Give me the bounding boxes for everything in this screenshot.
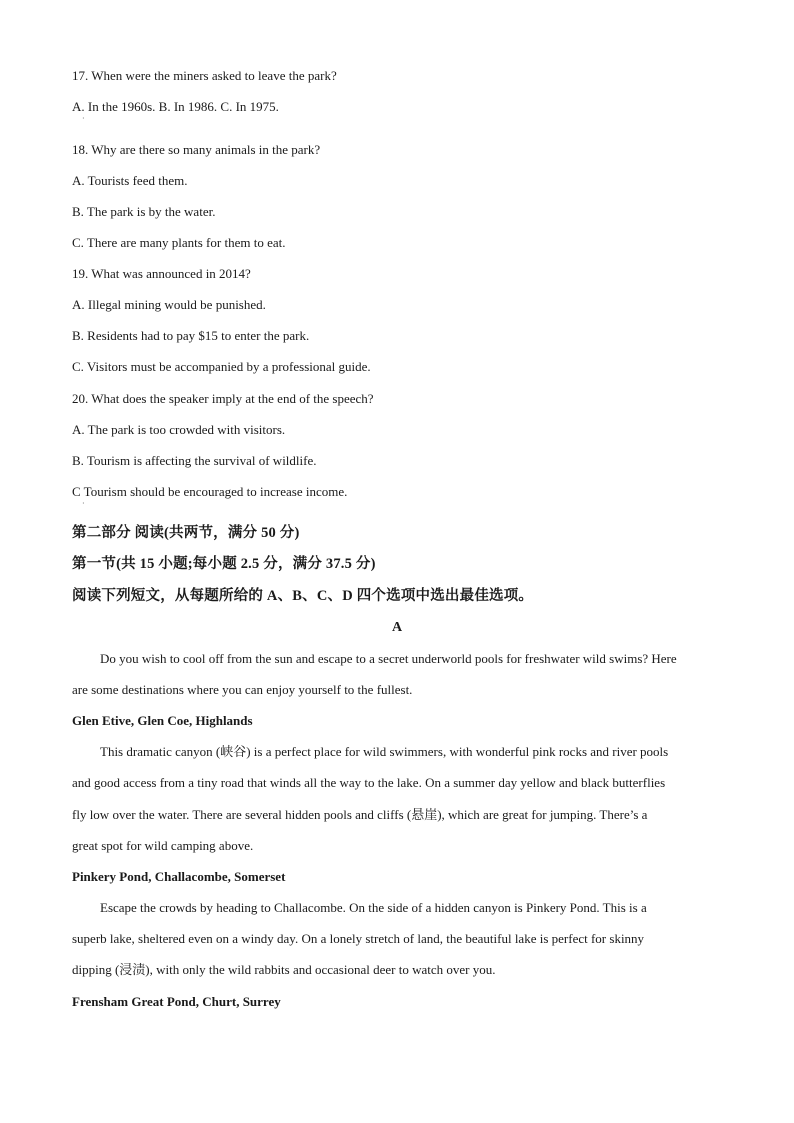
passage-intro-line-1: Do you wish to cool off from the sun and escape to a secret underworld pools for freshwater wild swims? Here (100, 651, 677, 666)
place-1-line-3: fly low over the water. There are several hidden pools and cliffs (悬崖), which are great for jumping. There’s a (72, 807, 648, 822)
question-18-option-c: C. There are many plants for them to eat. (72, 235, 286, 250)
question-19-option-b: B. Residents had to pay $15 to enter the park. (72, 328, 310, 343)
question-20-option-a: A. The park is too crowded with visitors. (72, 422, 286, 437)
section-subtitle: 第一节(共 15 小题;每小题 2.5 分，满分 37.5 分) (72, 556, 376, 572)
stray-mark: · (82, 499, 85, 508)
question-17-options: A. In the 1960s. B. In 1986. C. In 1975. (72, 99, 279, 114)
question-19-option-a: A. Illegal mining would be punished. (72, 297, 266, 312)
place-2-line-1: Escape the crowds by heading to Challacombe. On the side of a hidden canyon is Pinkery Pond. This is a (100, 900, 647, 915)
question-20-option-b: B. Tourism is affecting the survival of wildlife. (72, 453, 317, 468)
part-title: 第二部分 阅读(共两节，满分 50 分) (72, 525, 300, 541)
reading-instruction: 阅读下列短文，从每题所给的 A、B、C、D 四个选项中选出最佳选项。 (72, 588, 534, 604)
place-1-title: Glen Etive, Glen Coe, Highlands (72, 713, 253, 728)
passage-intro-line-2: are some destinations where you can enjoy yourself to the fullest. (72, 682, 413, 697)
question-17: 17. When were the miners asked to leave the park? (72, 68, 337, 83)
passage-label: A (391, 620, 403, 635)
question-20: 20. What does the speaker imply at the end of the speech? (72, 391, 374, 406)
question-18: 18. Why are there so many animals in the park? (72, 142, 321, 157)
place-1-line-4: great spot for wild camping above. (72, 838, 254, 853)
question-18-option-b: B. The park is by the water. (72, 204, 216, 219)
place-2-title: Pinkery Pond, Challacombe, Somerset (72, 869, 286, 884)
place-1-line-2: and good access from a tiny road that winds all the way to the lake. On a summer day yellow and black butterflies (72, 775, 666, 790)
place-3-title: Frensham Great Pond, Churt, Surrey (72, 994, 281, 1009)
stray-mark: · (82, 114, 85, 123)
question-18-option-a: A. Tourists feed them. (72, 173, 188, 188)
place-2-line-3: dipping (浸渍), with only the wild rabbits and occasional deer to watch over you. (72, 962, 496, 977)
question-19: 19. What was announced in 2014? (72, 266, 251, 281)
place-2-line-2: superb lake, sheltered even on a windy day. On a lonely stretch of land, the beautiful lake is perfect for skinny (72, 931, 645, 946)
question-20-option-c: C Tourism should be encouraged to increase income. (72, 484, 348, 499)
place-1-line-1: This dramatic canyon (峡谷) is a perfect place for wild swimmers, with wonderful pink rocks and river pools (100, 744, 669, 759)
question-19-option-c: C. Visitors must be accompanied by a professional guide. (72, 359, 371, 374)
